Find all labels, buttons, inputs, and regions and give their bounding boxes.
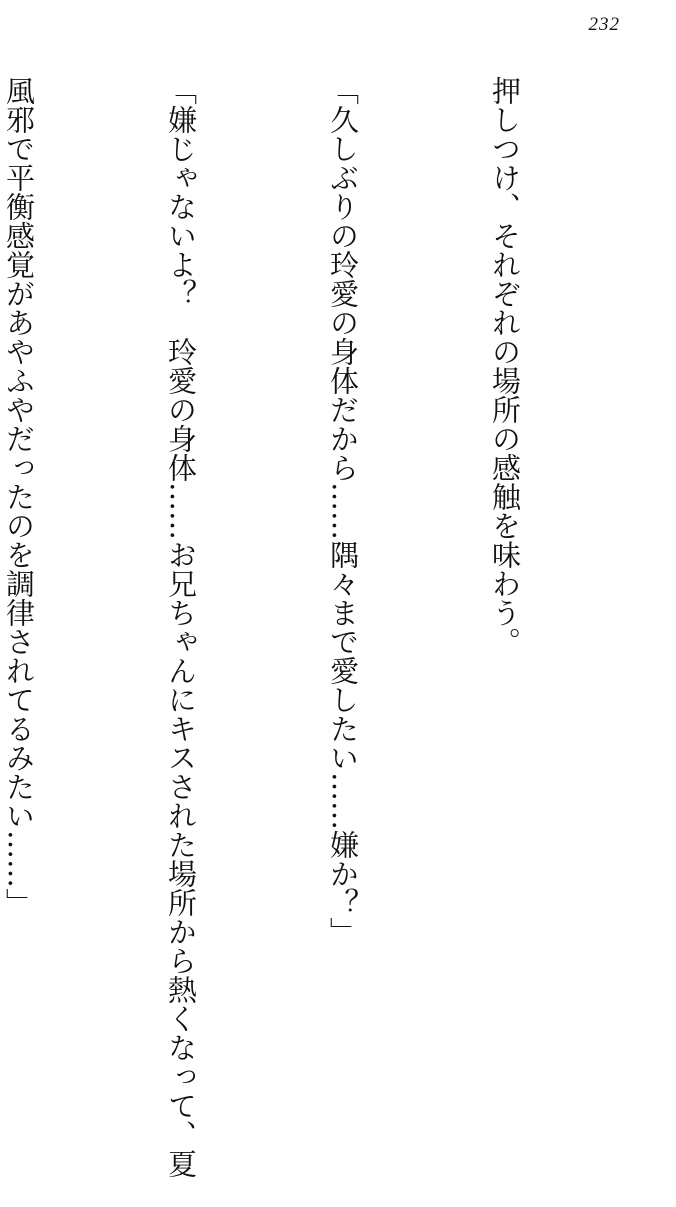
- text-line: 「久しぶりの玲愛の身体だから……隅々まで愛したい……嫌か？」: [326, 76, 360, 946]
- text-line: 風邪で平衡感覚があやふやだったのを調律されてるみたい……」: [2, 76, 36, 917]
- text-line: 「嫌じゃないよ？ 玲愛の身体……お兄ちゃんにキスされた場所から熱くなって、夏: [164, 76, 198, 1178]
- vertical-text-body: [0, 76, 640, 1178]
- text-line: 押しつけ、それぞれの場所の感触を味わう。: [488, 76, 522, 656]
- page-number: 232: [588, 14, 620, 35]
